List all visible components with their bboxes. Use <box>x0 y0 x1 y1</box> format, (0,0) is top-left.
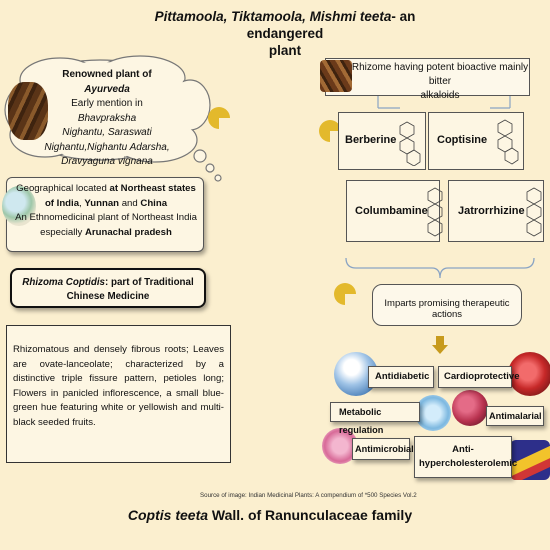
footer-caption: Coptis teeta Wall. of Ranunculaceae family <box>127 507 413 523</box>
action-antimalarial: Antimalarial <box>486 406 544 426</box>
pie-accent-3 <box>334 283 356 305</box>
action-antidiabetic: Antidiabetic <box>368 366 434 388</box>
alkaloid-berberine: Berberine <box>345 134 397 146</box>
cloud-line1: Early mention in Bhavpraksha <box>71 98 143 124</box>
cloud-line2: Nighantu, Saraswati <box>62 127 152 138</box>
down-arrow <box>432 336 448 354</box>
coptisine-structure <box>490 116 522 166</box>
source-note: Source of image: Indian Medicinal Plants: A compendium of *500 Species Vol.2 <box>200 492 417 499</box>
columbamine-structure <box>424 184 448 238</box>
cloud-heading: Renowned plant of Ayurveda <box>62 69 152 95</box>
molecule-photo <box>415 395 451 431</box>
berberine-structure <box>392 118 422 166</box>
alkaloid-jatrorrhizine: Jatrorrhizine <box>458 205 525 217</box>
geography-text: Geographical located at Northeast states of India, Yunnan and China An Ethnomedicinal plant of Northeast India especially Arunachal pradesh <box>15 183 197 238</box>
title-plant: plant <box>268 43 302 58</box>
pie-accent-2 <box>208 107 230 129</box>
cloud-line3: Nighantu,Nighantu Adarsha, <box>44 141 170 153</box>
cloud-line4: Dravyaguna vignana <box>61 156 153 167</box>
rhizoma-text: Rhizoma Coptidis: part of Traditional Chinese Medicine <box>22 277 194 302</box>
action-antimicrobial: Antimicrobial <box>352 438 410 460</box>
malaria-photo <box>452 390 488 426</box>
rhizome-photo-right <box>320 60 352 92</box>
title-names: Pittamoola, Tiktamoola, Mishmi teeta <box>154 9 392 24</box>
action-anti-hypercholesterolemic: Anti-hypercholesterolemic <box>414 436 512 478</box>
alkaloid-columbamine: Columbamine <box>355 205 428 217</box>
action-cardioprotective: Cardioprotective <box>438 366 512 388</box>
description-text: Rhizomatous and densely fibrous roots; Leaves are ovate-lanceolate; characterized by a distinctive triple fissure pattern, petioles long; Flowers in panicled inflorescence, a small blue-green hue featuring white or yellowish and multi-black seeded fruits. <box>13 344 224 428</box>
action-metabolic-regulation: Metabolic regulation <box>330 402 420 422</box>
rhizome-text: Rhizome having potent bioactive mainly bitter alkaloids <box>351 62 529 101</box>
jatrorrhizine-structure <box>524 184 546 238</box>
alkaloid-coptisine: Coptisine <box>437 134 488 146</box>
actions-text: Imparts promising therapeutic actions <box>384 298 510 320</box>
title-suffix: - an endangered <box>246 9 416 41</box>
